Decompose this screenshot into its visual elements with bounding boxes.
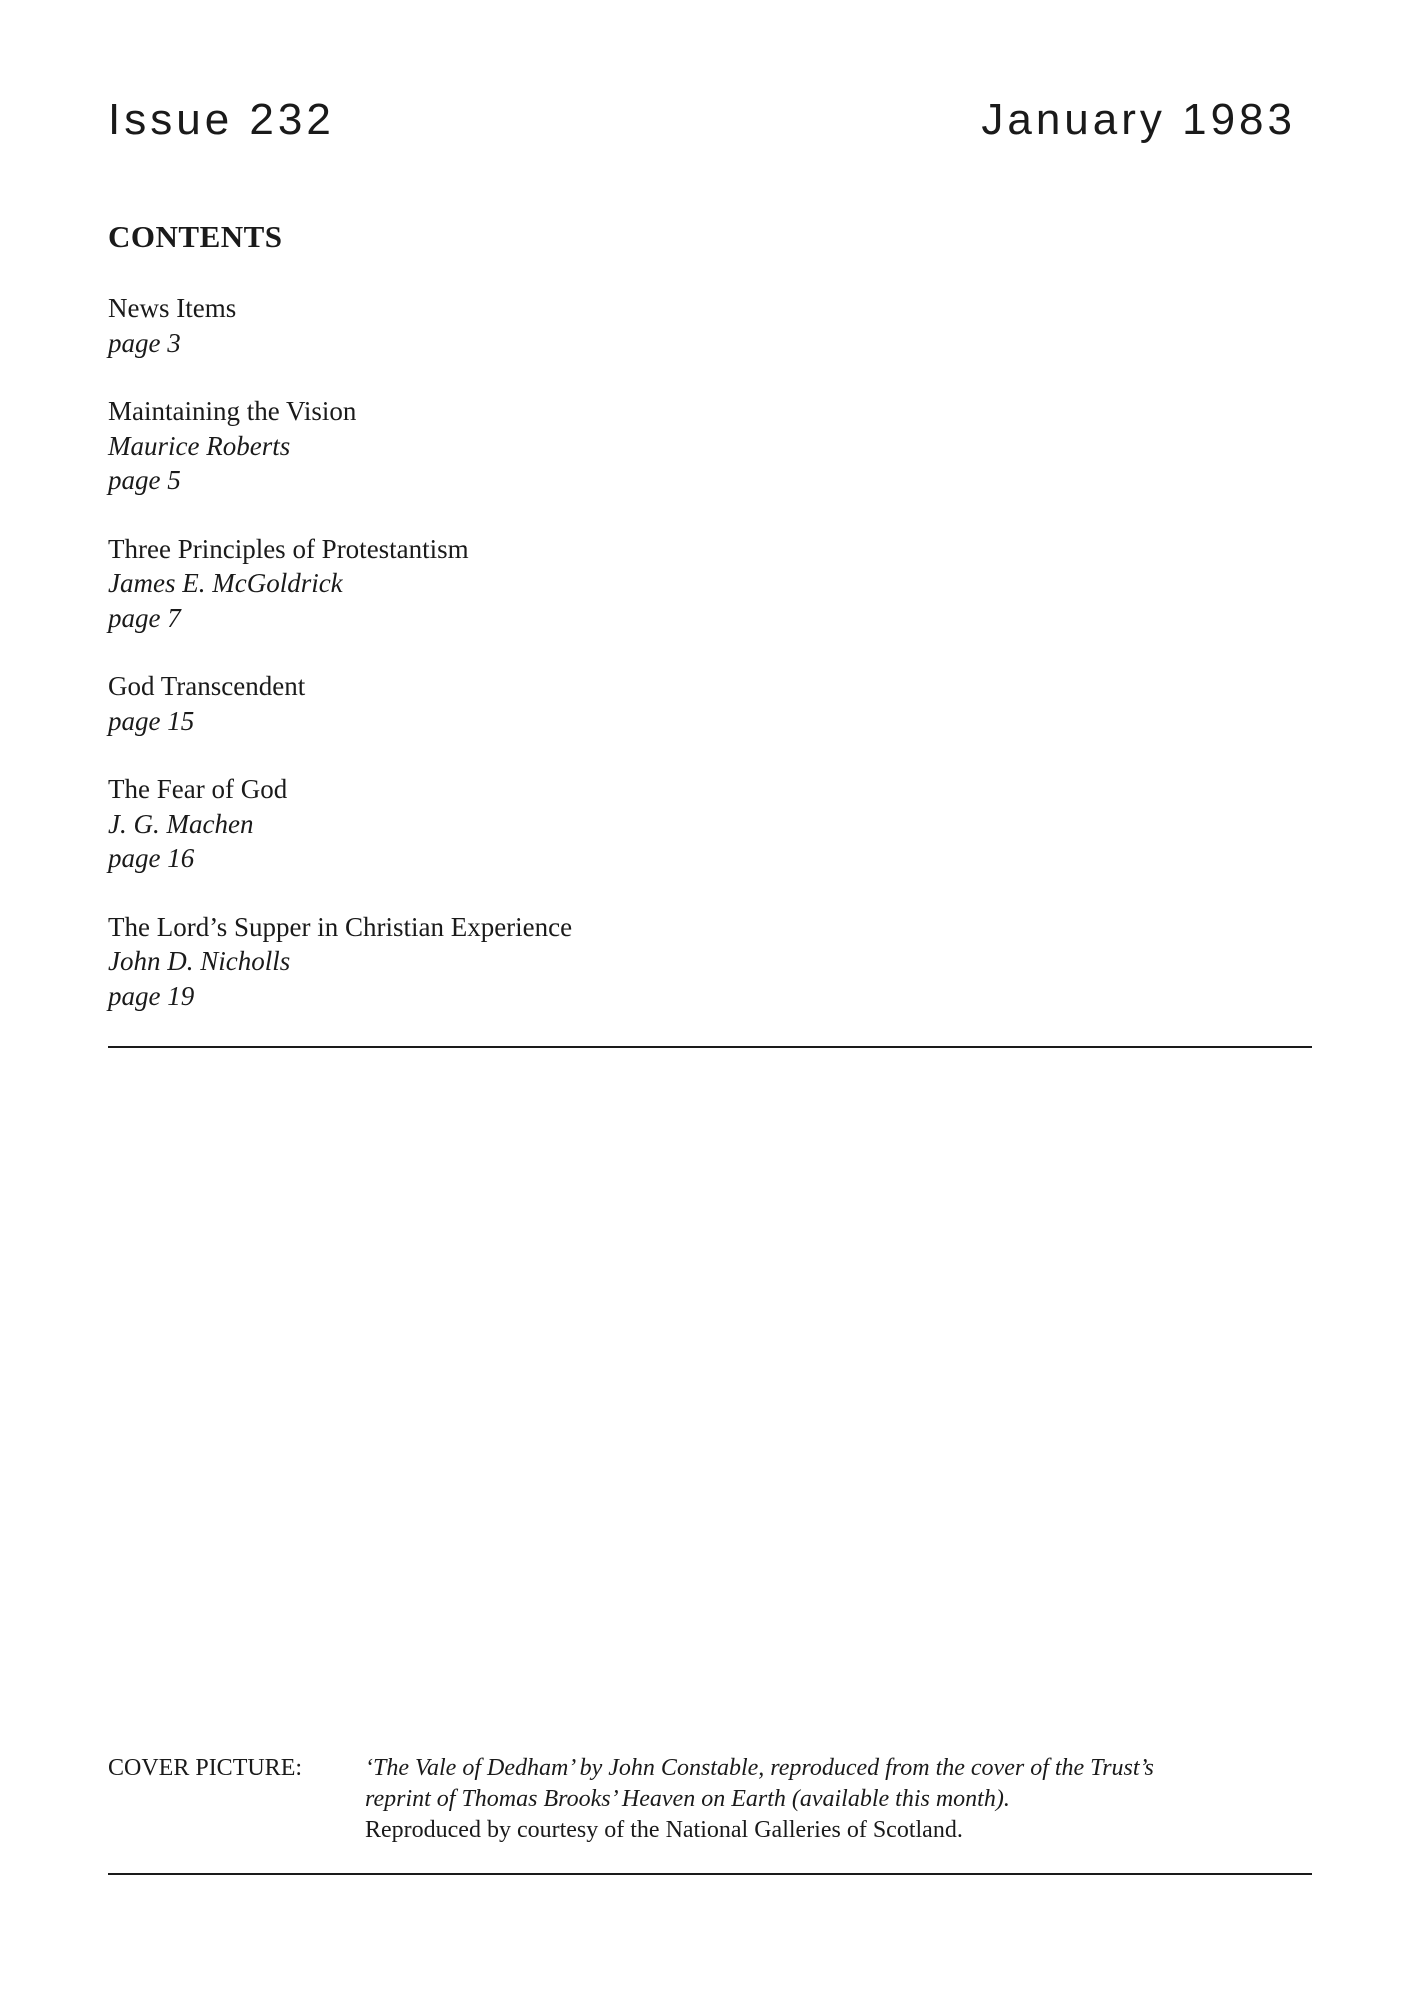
toc-entry-lords-supper [108,910,1308,1014]
toc-entry-title: The Fear of God [108,774,288,804]
toc-entry-god-transcendent [108,669,1308,738]
toc-entry-author: J. G. Machen [108,808,254,839]
issue-number: Issue 232 [108,95,335,144]
toc-entry-title: Maintaining the Vision [108,396,357,426]
toc-entry-title: The Lord’s Supper in Christian Experience [108,911,573,942]
toc-entry-maintaining-the-vision [108,394,1308,498]
contents-heading: CONTENTS [108,219,283,254]
toc-entry-news-items [108,291,1308,360]
toc-entry-page: page 19 [108,980,195,1011]
toc-entry-page: page 7 [108,602,181,633]
issue-date: January 1983 [981,95,1296,144]
toc-entry-page: page 5 [108,465,181,495]
toc-entry-three-principles [108,532,1308,636]
table-of-contents [108,291,1308,1047]
cover-credit-line: ‘The Vale of Dedham’ by John Constable, reproduced from the cover of the Trust’s [365,1755,1154,1781]
toc-entry-author: James E. McGoldrick [108,568,343,598]
cover-credit-line: reprint of Thomas Brooks’ Heaven on Earth (available this month). [365,1786,1010,1812]
toc-entry-page: page 3 [108,327,181,358]
cover-picture-label: COVER PICTURE: [108,1755,303,1781]
toc-entry-page: page 15 [108,705,195,736]
contents-divider [108,1046,1312,1048]
toc-entry-fear-of-god [108,772,1308,876]
cover-credit-line: Reproduced by courtesy of the National Galleries of Scotland. [365,1817,963,1843]
toc-entry-title: News Items [108,293,237,323]
toc-entry-author: Maurice Roberts [108,430,291,461]
footer-divider [108,1873,1312,1875]
cover-picture-credit [365,1753,1305,1846]
toc-entry-author: John D. Nicholls [108,946,291,976]
toc-entry-title: God Transcendent [108,671,306,701]
toc-entry-page: page 16 [108,843,195,873]
toc-entry-title: Three Principles of Protestantism [108,533,469,564]
